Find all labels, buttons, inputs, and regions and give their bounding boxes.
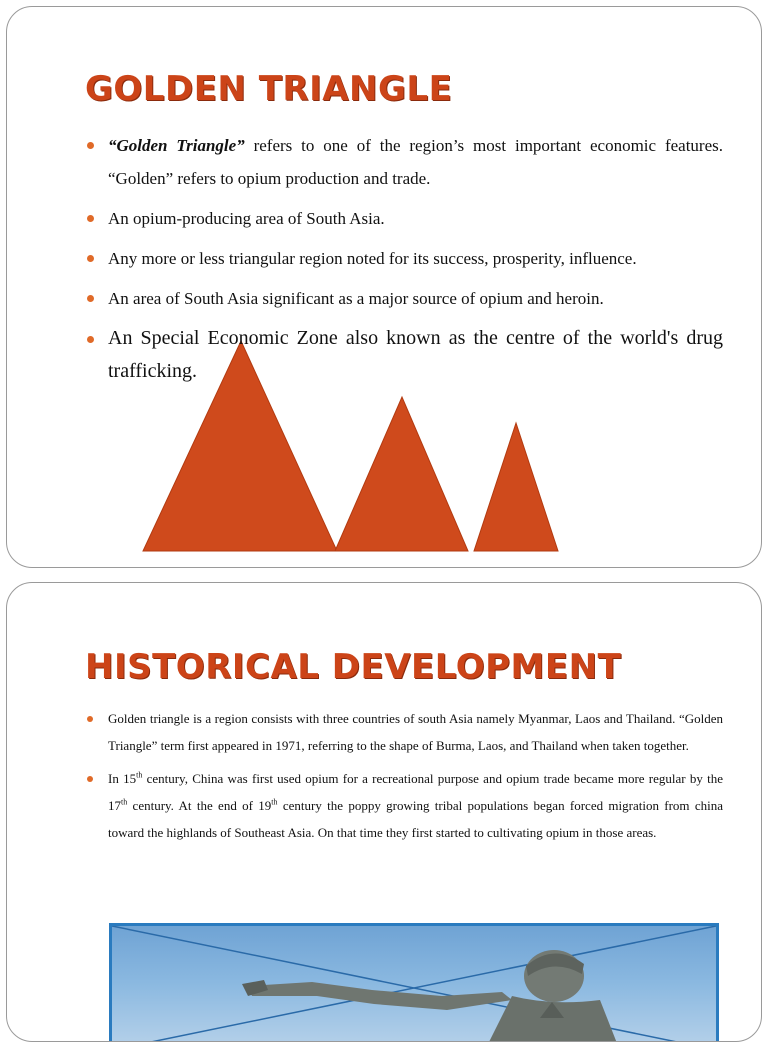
bullet-icon [87, 255, 94, 262]
statue-image [112, 926, 719, 1042]
text-run: century. At the end of 19 [127, 798, 272, 813]
text-run: century, China was first used opium for a recreational purpose and opium trade became more regular by the 17 [108, 771, 723, 813]
bullet-text: An area of South Asia significant as a major source of opium and heroin. [108, 289, 604, 308]
bullet-icon [87, 716, 93, 722]
bullet-text: An Special Economic Zone also known as the centre of the world's drug trafficking. [108, 327, 723, 382]
slide-historical-development [6, 582, 762, 1042]
bullet-icon [87, 215, 94, 222]
list-item [85, 202, 723, 235]
small-triangle [474, 423, 558, 551]
slide-title: HISTORICAL DEVELOPMENT [85, 647, 622, 687]
superscript: th [271, 797, 278, 807]
bullet-list [85, 129, 723, 395]
term-golden-triangle: “Golden Triangle” [108, 136, 245, 155]
bullet-list [85, 705, 723, 852]
list-item [85, 705, 723, 759]
bullet-icon [87, 295, 94, 302]
list-item [85, 322, 723, 388]
text-run: century the poppy growing tribal populations began forced migration from china toward the highlands of Southeast Asia. On that time they first started to cultivating opium in those areas. [108, 798, 724, 840]
bullet-icon [87, 776, 93, 782]
list-item [85, 765, 723, 846]
bullet-text: Golden triangle is a region consists with three countries of south Asia namely Myanmar, Laos and Thailand. “Golden Triangle” term first appeared in 1971, referring to the shape of Burma, Laos, and Thailand when taken together. [108, 711, 723, 753]
superscript: th [136, 770, 143, 780]
bullet-text: refers to one of the region’s most important economic features. “Golden” refers to opium production and trade. [108, 136, 723, 188]
text-run: In 15 [108, 771, 137, 786]
bullet-text: An opium-producing area of South Asia. [108, 209, 385, 228]
list-item [85, 242, 723, 275]
bullet-icon [87, 336, 94, 343]
slide-title: GOLDEN TRIANGLE [85, 69, 453, 109]
bullet-text [108, 771, 723, 840]
bullet-icon [87, 142, 94, 149]
superscript: th [121, 797, 128, 807]
medium-triangle [335, 397, 468, 551]
list-item [85, 282, 723, 315]
slide-golden-triangle [6, 6, 762, 568]
list-item [85, 129, 723, 195]
statue-photo [109, 923, 719, 1042]
bullet-text: Any more or less triangular region noted for its success, prosperity, influence. [108, 249, 637, 268]
